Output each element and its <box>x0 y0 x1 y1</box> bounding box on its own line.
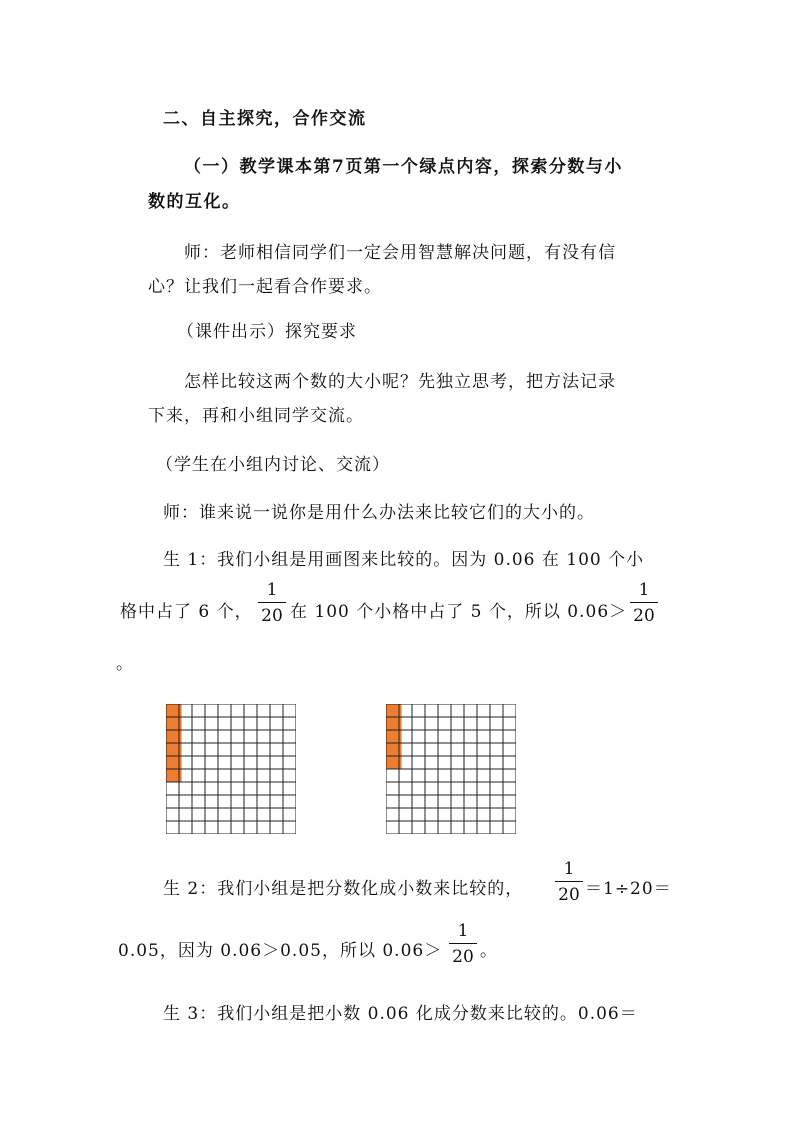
question-para-line-2: 下来，再和小组同学交流。 <box>148 406 364 426</box>
hundred-grid-right <box>386 704 516 834</box>
student-2-line-1a: 生 2：我们小组是把分数化成小数来比较的， <box>163 879 524 899</box>
student-2-line-2a: 0.05，因为 0.06＞0.05，所以 0.06＞ <box>118 941 443 961</box>
fraction-1-20 <box>258 580 286 626</box>
teacher-question: 师：谁来说一说你是用什么办法来比较它们的大小的。 <box>163 503 595 523</box>
fraction-numerator: 1 <box>457 921 469 941</box>
heading: 二、自主探究，合作交流 <box>163 109 367 129</box>
fraction-numerator: 1 <box>638 580 650 600</box>
student-2-line-2b: 。 <box>480 941 498 961</box>
fraction-denominator: 20 <box>452 947 474 967</box>
fraction-denominator: 20 <box>558 885 580 905</box>
fraction-1-20 <box>449 921 477 967</box>
student-1-line-1: 生 1：我们小组是用画图来比较的。因为 0.06 在 100 个小 <box>163 550 645 570</box>
fraction-numerator: 1 <box>563 859 575 879</box>
student-1-line-3: 。 <box>116 654 134 674</box>
question-para-line-1: 怎样比较这两个数的大小呢？先独立思考，把方法记录 <box>184 372 616 392</box>
student-2-line-1b: ＝1÷20＝ <box>585 879 672 899</box>
fraction-1-20 <box>630 580 658 626</box>
hundred-grid-left <box>166 704 296 834</box>
student-3-line-1: 生 3：我们小组是把小数 0.06 化成分数来比较的。0.06＝ <box>163 1004 638 1024</box>
student-1-line-2a: 格中占了 6 个， <box>120 602 253 622</box>
teacher-para-1-line-2: 心？让我们一起看合作要求。 <box>148 277 382 297</box>
subheading-line-1: （一）教学课本第7页第一个绿点内容，探索分数与小 <box>184 157 623 177</box>
courseware-requirements: （课件出示）探究要求 <box>177 322 357 342</box>
discussion-note: （学生在小组内讨论、交流） <box>156 455 390 475</box>
fraction-denominator: 20 <box>633 606 655 626</box>
teacher-para-1-line-1: 师：老师相信同学们一定会用智慧解决问题，有没有信 <box>184 243 616 263</box>
student-1-line-2b: 在 100 个小格中占了 5 个，所以 0.06＞ <box>290 602 628 622</box>
fraction-numerator: 1 <box>266 580 278 600</box>
subheading-line-2: 数的互化。 <box>148 192 241 212</box>
fraction-1-20 <box>555 859 583 905</box>
fraction-denominator: 20 <box>261 606 283 626</box>
